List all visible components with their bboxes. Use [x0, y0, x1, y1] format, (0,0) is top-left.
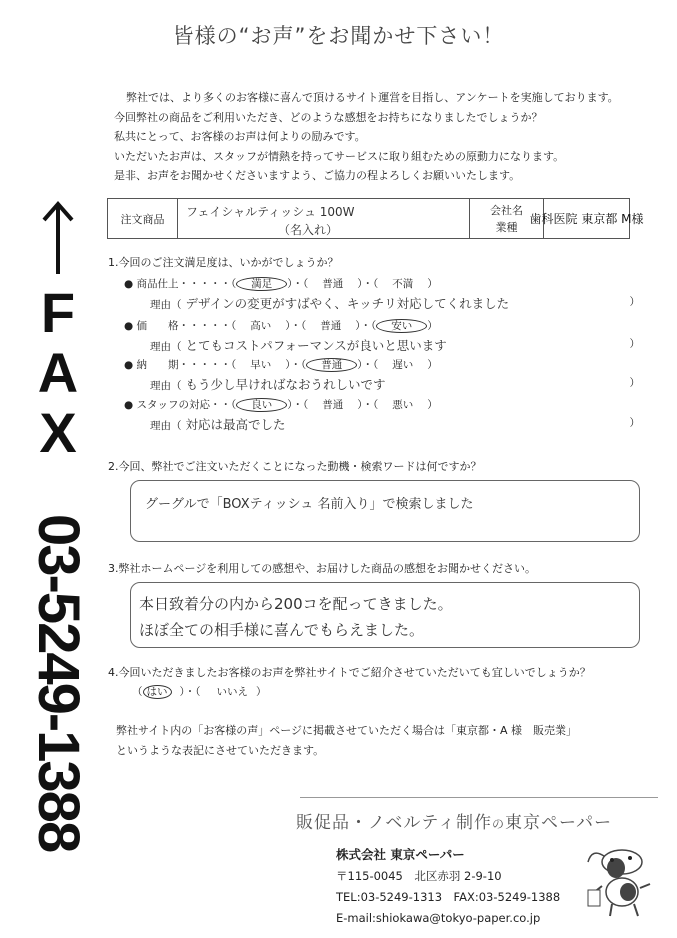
q1-reason-label: 理由（ — [150, 341, 182, 353]
intro-line: 是非、お声をお聞かせくださいますよう、ご協力の程よろしくお願いいたします。 — [114, 169, 521, 182]
intro-text — [114, 88, 619, 186]
q1-item-name: ● 商品仕上・・・・・（ — [124, 278, 237, 290]
q1-option: 普通 — [306, 358, 357, 372]
company-label-2: 業種 — [495, 220, 518, 234]
q1-sep: ） — [427, 278, 438, 290]
answer-box-3 — [130, 582, 640, 648]
q1-item-name: ● スタッフの対応・・（ — [124, 399, 237, 411]
paren: ） — [256, 686, 267, 698]
q1-option: 早い — [250, 359, 272, 371]
q1-option: 高い — [250, 320, 272, 332]
q1-option: 良い — [236, 398, 287, 412]
q1-reason-text: デザインの変更がすばやく、キッチリ対応してくれました — [185, 296, 510, 311]
fax-number: 03-5249-1388 — [26, 514, 91, 852]
q1-option: 満足 — [236, 277, 287, 291]
q1-reason-row — [150, 415, 640, 433]
q1-option: 普通 — [322, 399, 344, 411]
question-2: 2.今回、弊社でご注文いただくことになった動機・検索ワードは何ですか？ — [108, 460, 482, 473]
q1-sep: ）・（ — [285, 359, 307, 371]
page-title: 皆様の“お声”をお聞かせ下さい！ — [172, 24, 505, 48]
question-1: 1.今回のご注文満足度は、いかがでしょうか？ — [108, 256, 339, 269]
slogan-a: 販促品・ノベルティ制作 — [296, 813, 492, 833]
q1-option: 遅い — [392, 359, 414, 371]
order-table — [107, 198, 644, 239]
q4-note: 弊社サイト内の「お客様の声」ページに掲載させていただく場合は「東京都・A 様 販売業」 — [116, 724, 578, 737]
brand-slogan — [296, 808, 612, 833]
q1-reason-close: ） — [629, 296, 640, 308]
divider — [300, 797, 658, 798]
q1-reason-close: ） — [629, 338, 640, 350]
product-value — [178, 199, 470, 238]
q1-item-row — [124, 276, 438, 291]
q1-item-row — [124, 397, 438, 412]
q1-sep: ）・（ — [287, 399, 309, 411]
paren: ）・（ — [179, 686, 201, 698]
q1-reason-text: もう少し早ければなおうれしいです — [185, 377, 386, 392]
q1-sep: ）・（ — [355, 320, 377, 332]
fax-label: F A X — [37, 281, 79, 464]
intro-line: 私共にとって、お客様のお声は何よりの励みです。 — [114, 130, 366, 143]
q1-item-row — [124, 357, 438, 372]
company-email: E-mail:shiokawa@tokyo-paper.co.jp — [336, 911, 541, 925]
dog-mascot-icon — [582, 842, 660, 922]
intro-line: 弊社では、より多くのお客様に喜んで頂けるサイト運営を目指し、アンケートを実施しております。 — [126, 91, 619, 104]
product-label: 注文商品 — [108, 199, 178, 238]
q1-sep: ）・（ — [357, 278, 379, 290]
question-4: 4.今回いただきましたお客様のお声を弊社サイトでご紹介させていただいても宜しいでしょうか？ — [108, 666, 591, 679]
slogan-c: 東京ペーパー — [504, 813, 613, 833]
up-arrow-icon — [38, 198, 78, 278]
q1-item-name: ● 納 期・・・・・（ — [124, 359, 237, 371]
q1-reason-row — [150, 294, 640, 312]
product-line: （名入れ） — [278, 223, 339, 237]
q1-reason-close: ） — [629, 417, 640, 429]
q1-reason-text: とてもコストパフォーマンスが良いと思います — [185, 338, 447, 353]
company-name: 株式会社 東京ペーパー — [336, 847, 465, 862]
answer-2: グーグルで「BOXティッシュ 名前入り」で検索しました — [145, 497, 474, 512]
company-label-1: 会社名 — [490, 203, 523, 217]
paren: （ — [132, 686, 143, 698]
q1-sep: ）・（ — [287, 278, 309, 290]
answer-box-2 — [130, 480, 640, 542]
option-yes: はい — [143, 685, 172, 699]
answer-3-line: 本日致着分の内から200コを配ってきました。 — [139, 595, 453, 613]
option-no: いいえ — [216, 686, 248, 698]
answer-3-line: ほぼ全ての相手様に喜んでもらえました。 — [139, 621, 425, 639]
q1-sep: ） — [427, 399, 438, 411]
q1-option: 不満 — [392, 278, 414, 290]
product-line: フェイシャルティッシュ 100W — [186, 205, 355, 219]
q1-reason-row — [150, 375, 640, 393]
company-address: 〒115-0045 北区赤羽 2-9-10 — [336, 869, 502, 883]
q4-options — [132, 684, 267, 699]
q1-option: 普通 — [320, 320, 342, 332]
q1-reason-label: 理由（ — [150, 380, 182, 392]
intro-line: いただいたお声は、スタッフが情熱を持ってサービスに取り組むための原動力になります。 — [114, 149, 565, 163]
q1-option: 普通 — [322, 278, 344, 290]
q1-reason-close: ） — [629, 377, 640, 389]
q1-reason-label: 理由（ — [150, 299, 182, 311]
q1-reason-row — [150, 336, 640, 354]
q1-sep: ）・（ — [357, 359, 379, 371]
q1-item-name: ● 価 格・・・・・（ — [124, 320, 237, 332]
slogan-b: の — [491, 817, 505, 831]
intro-line: 今回弊社の商品をご利用いただき、どのような感想をお持ちになりましたでしょうか？ — [114, 110, 543, 124]
company-value: 歯科医院 東京都 M様 — [529, 212, 644, 226]
q1-item-row — [124, 318, 438, 333]
fax-banner — [22, 283, 94, 893]
q1-option: 悪い — [392, 399, 414, 411]
q1-reason-label: 理由（ — [150, 420, 182, 432]
q1-sep: ） — [427, 359, 438, 371]
q1-sep: ）・（ — [357, 399, 379, 411]
q1-reason-text: 対応は最高でした — [185, 417, 286, 432]
q1-sep: ） — [427, 320, 438, 332]
company-tel-fax: TEL:03-5249-1313 FAX:03-5249-1388 — [336, 890, 561, 904]
q4-note: というような表記にさせていただきます。 — [116, 744, 325, 757]
q1-sep: ）・（ — [285, 320, 307, 332]
q1-option: 安い — [376, 319, 427, 333]
question-3: 3.弊社ホームページを利用しての感想や、お届けした商品の感想をお聞かせください。 — [108, 562, 537, 575]
